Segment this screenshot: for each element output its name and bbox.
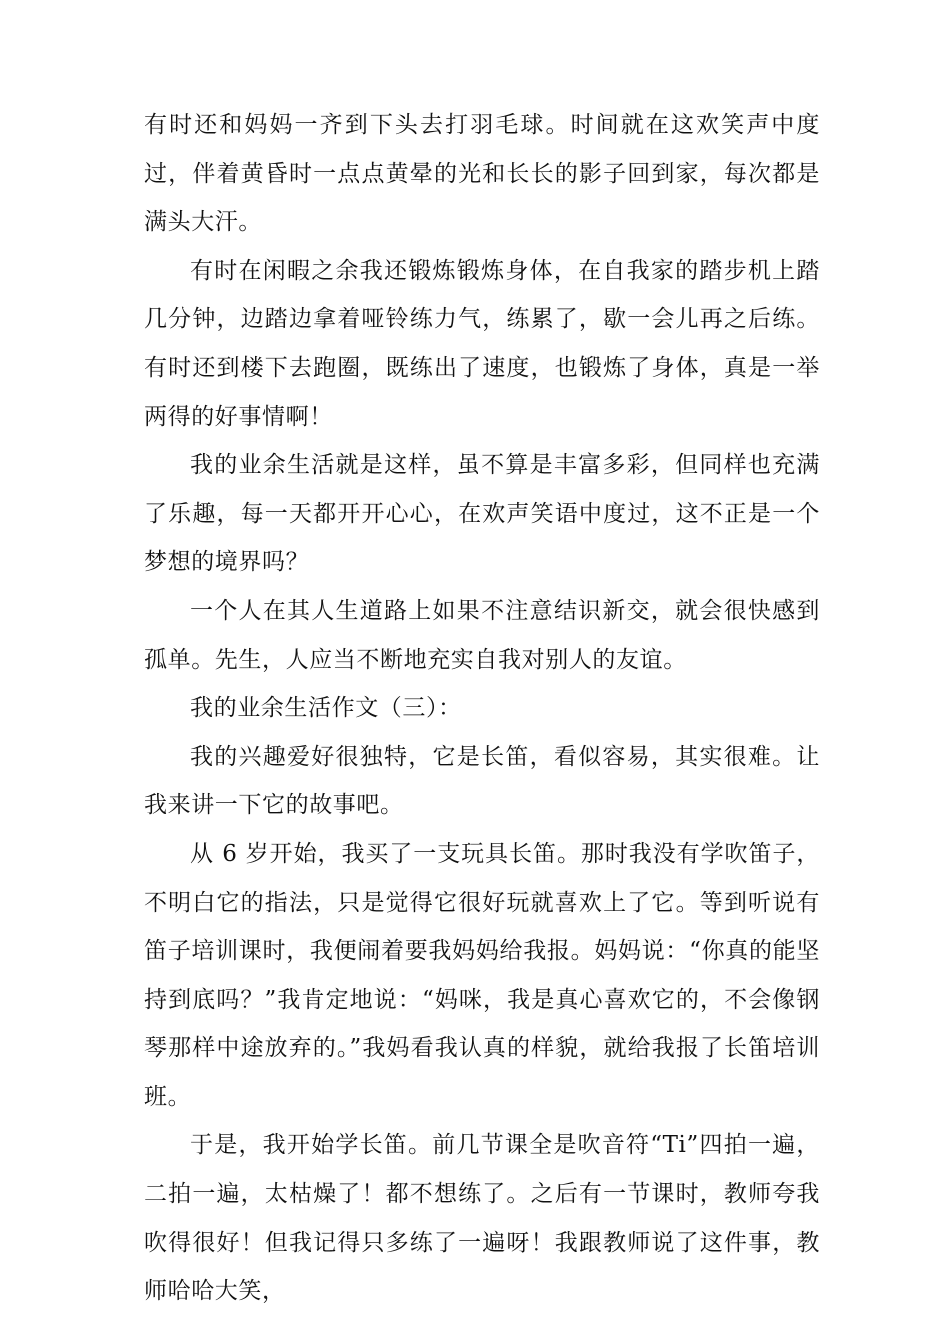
paragraph: 一个人在其人生道路上如果不注意结识新交，就会很快感到孤单。先生，人应当不断地充实自我对别人的友谊。 xyxy=(144,597,820,673)
paragraph: 于是，我开始学长笛。前几节课全是吹音符“Ti”四拍一遍，二拍一遍，太枯燥了！都不想练了。之后有一节课时，教师夸我吹得很好！但我记得只多练了一遍呀！我跟教师说了这件事，教师哈哈大笑， xyxy=(144,1132,820,1305)
paragraph: 有时在闲暇之余我还锻炼锻炼身体，在自我家的踏步机上踏几分钟，边踏边拿着哑铃练力气，练累了，歇一会儿再之后练。有时还到楼下去跑圈，既练出了速度，也锻炼了身体，真是一举两得的好事情啊！ xyxy=(144,257,820,430)
paragraph: 从 6 岁开始，我买了一支玩具长笛。那时我没有学吹笛子，不明白它的指法，只是觉得它很好玩就喜欢上了它。等到听说有笛子培训课时，我便闹着要我妈妈给我报。妈妈说：“你真的能坚持到底吗？”我肯定地说：“妈咪，我是真心喜欢它的，不会像钢琴那样中途放弃的。”我妈看我认真的样貌，就给我报了长笛培训班。 xyxy=(144,840,820,1110)
section-heading: 我的业余生活作文（三）： xyxy=(190,695,462,722)
paragraph: 有时还和妈妈一齐到下头去打羽毛球。时间就在这欢笑声中度过，伴着黄昏时一点点黄晕的光和长长的影子回到家，每次都是满头大汗。 xyxy=(144,112,820,236)
paragraph: 我的业余生活就是这样，虽不算是丰富多彩，但同样也充满了乐趣，每一天都开开心心，在欢声笑语中度过，这不正是一个梦想的境界吗？ xyxy=(144,452,820,576)
document-body xyxy=(144,101,820,1316)
paragraph: 我的兴趣爱好很独特，它是长笛，看似容易，其实很难。让我来讲一下它的故事吧。 xyxy=(144,743,820,819)
